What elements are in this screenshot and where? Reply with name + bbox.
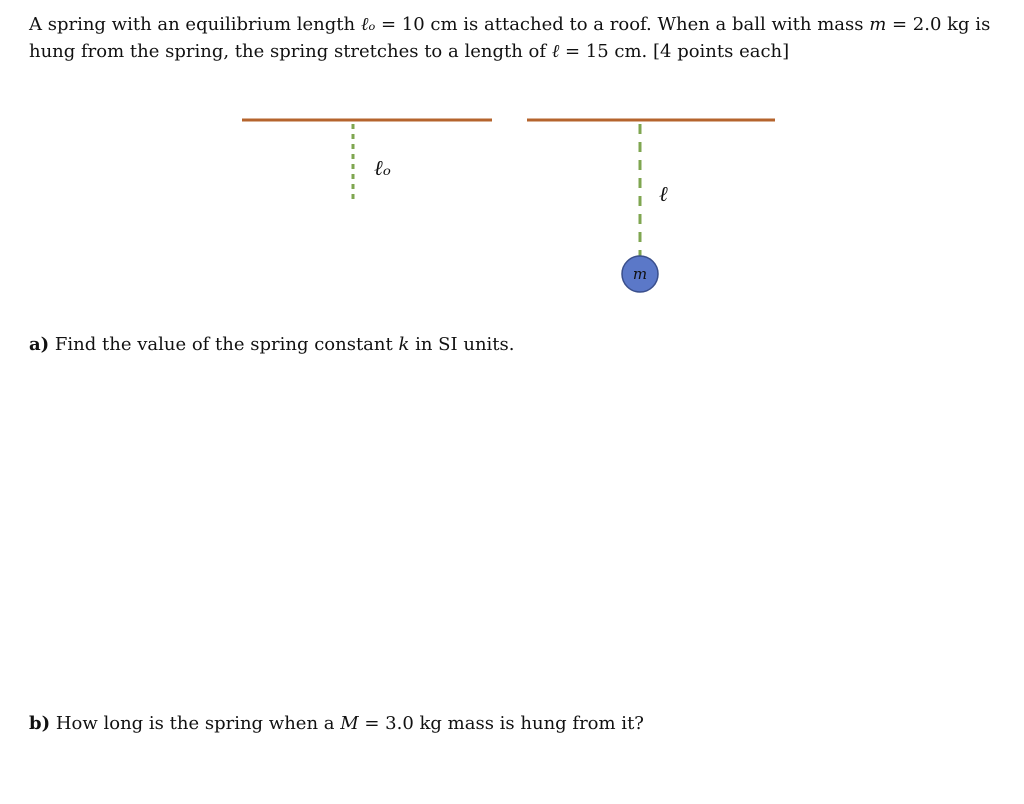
var-m: m — [869, 14, 887, 35]
problem-line-2: hung from the spring, the spring stretches to a length of ℓ = 15 cm. [4 points each] — [29, 41, 790, 62]
label-l0: ℓₒ — [374, 156, 391, 180]
question-a: a) Find the value of the spring constant k in SI units. — [29, 334, 515, 355]
var-l: ℓ — [551, 41, 560, 62]
answer-space-a — [29, 370, 989, 690]
var-l0: ℓₒ — [360, 14, 376, 35]
var-k: k — [398, 334, 410, 355]
question-b: b) How long is the spring when a M = 3.0 kg mass is hung from it? — [29, 713, 644, 734]
question-a-label: a) — [29, 334, 50, 355]
label-l: ℓ — [659, 182, 668, 206]
answer-space-b — [29, 745, 989, 795]
spring-figure — [0, 0, 1024, 320]
question-b-label: b) — [29, 713, 51, 734]
problem-line-1: A spring with an equilibrium length ℓₒ = 10 cm is attached to a roof. When a ball with mass m = 2.0 kg is — [29, 14, 991, 35]
var-M: M — [340, 713, 359, 734]
mass-label: m — [632, 265, 648, 283]
